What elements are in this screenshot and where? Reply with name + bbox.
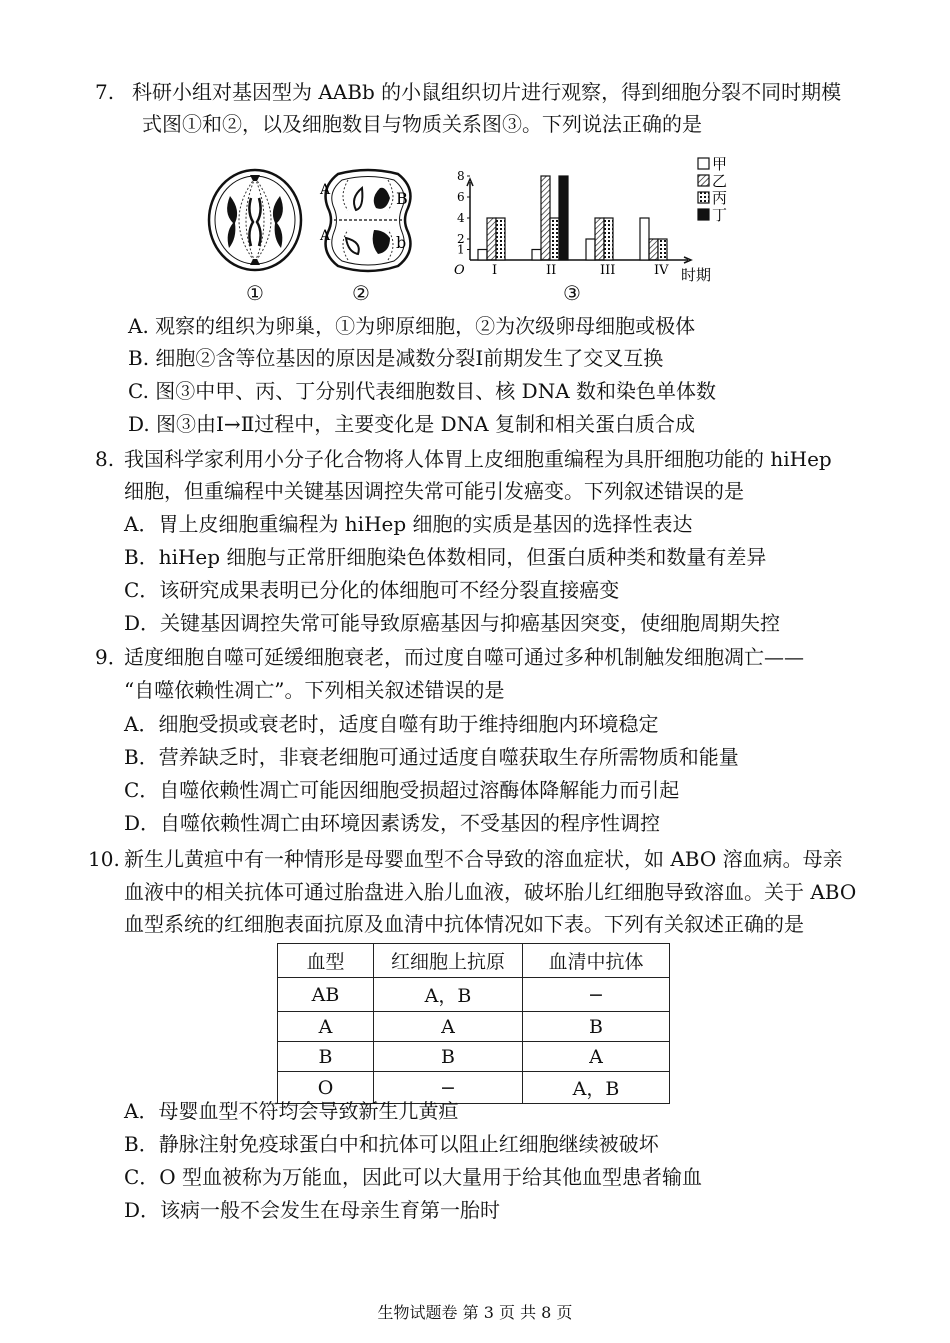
y-tick-label: 2 xyxy=(457,232,465,246)
bar-甲-III xyxy=(586,239,595,260)
figure-2-label: ② xyxy=(352,281,370,305)
q8-number: 8. xyxy=(95,447,115,471)
q10-option-d[interactable]: D．该病一般不会发生在母亲生育第一胎时 xyxy=(124,1198,501,1222)
bar-甲-I xyxy=(478,250,487,261)
table-cell: − xyxy=(374,1072,523,1104)
x-tick-label: IV xyxy=(654,263,669,278)
q9-number: 9． xyxy=(95,645,128,669)
table-row xyxy=(278,1042,670,1072)
q10-number: 10. xyxy=(88,847,120,871)
allele-label-A-top: A xyxy=(320,182,331,198)
y-tick-label: 1 xyxy=(457,242,465,257)
table-header-cell: 血型 xyxy=(278,944,374,978)
q7-option-c[interactable]: C. 图③中甲、丙、丁分别代表细胞数目、核 DNA 数和染色单体数 xyxy=(128,379,716,403)
y-tick-label: 4 xyxy=(457,211,465,225)
legend-label-丙: 丙 xyxy=(712,189,728,207)
q9-option-d[interactable]: D．自噬依赖性凋亡由环境因素诱发，不受基因的程序性调控 xyxy=(124,811,661,835)
q7-option-d[interactable]: D. 图③由Ⅰ→Ⅱ过程中，主要变化是 DNA 复制和相关蛋白质合成 xyxy=(128,412,695,436)
page-footer: 生物试题卷 第 3 页 共 8 页 xyxy=(377,1303,573,1322)
figure-1-cell-diagram xyxy=(205,168,305,278)
q10-stem-line3: 血型系统的红细胞表面抗原及血清中抗体情况如下表。下列有关叙述正确的是 xyxy=(124,912,804,936)
q8-option-a[interactable]: A．胃上皮细胞重编程为 hiHep 细胞的实质是基因的选择性表达 xyxy=(124,512,693,536)
q9-stem-line1: 适度细胞自噬可延缓细胞衰老，而过度自噬可通过多种机制触发细胞凋亡—— xyxy=(124,645,804,669)
q9-option-c[interactable]: C．自噬依赖性凋亡可能因细胞受损超过溶酶体降解能力而引起 xyxy=(124,778,680,802)
allele-label-B: B xyxy=(396,189,408,208)
bar-乙-I xyxy=(487,218,496,260)
q7-stem-line2: 式图①和②，以及细胞数目与物质关系图③。下列说法正确的是 xyxy=(142,112,702,136)
x-tick-label: III xyxy=(600,263,616,278)
table-cell: A xyxy=(523,1042,670,1072)
legend-label-乙: 乙 xyxy=(712,172,728,190)
figure-3-label: ③ xyxy=(563,281,581,305)
legend-swatch-丙 xyxy=(698,192,709,203)
table-cell: B xyxy=(374,1042,523,1072)
legend-swatch-乙 xyxy=(698,175,709,186)
table-header-cell: 血清中抗体 xyxy=(523,944,670,978)
q9-option-a[interactable]: A．细胞受损或衰老时，适度自噬有助于维持细胞内环境稳定 xyxy=(124,712,659,736)
figure-3-bar-chart xyxy=(440,152,740,282)
bar-甲-IV xyxy=(640,218,649,260)
table-cell: A xyxy=(278,1012,374,1042)
q8-stem-line1: 我国科学家利用小分子化合物将人体胃上皮细胞重编程为具肝细胞功能的 hiHep xyxy=(124,447,832,471)
bar-乙-IV xyxy=(649,239,658,260)
allele-label-b: b xyxy=(396,233,407,252)
q8-option-b[interactable]: B．hiHep 细胞与正常肝细胞染色体数相同，但蛋白质种类和数量有差异 xyxy=(124,545,767,569)
q10-option-b[interactable]: B．静脉注射免疫球蛋白中和抗体可以阻止红细胞继续被破坏 xyxy=(124,1132,659,1156)
q8-option-d[interactable]: D．关键基因调控失常可能导致原癌基因与抑癌基因突变，使细胞周期失控 xyxy=(124,611,781,635)
q10-stem-line2: 血液中的相关抗体可通过胎盘进入胎儿血液，破坏胎儿红细胞导致溶血。关于 ABO xyxy=(124,880,857,904)
table-cell: B xyxy=(523,1012,670,1042)
table-row xyxy=(278,1012,670,1042)
x-tick-label: I xyxy=(492,263,498,278)
table-cell: A，B xyxy=(374,978,523,1012)
q8-option-c[interactable]: C．该研究成果表明已分化的体细胞可不经分裂直接癌变 xyxy=(124,578,620,602)
legend-swatch-丁 xyxy=(698,209,709,220)
q7-option-a[interactable]: A. 观察的组织为卵巢，①为卵原细胞，②为次级卵母细胞或极体 xyxy=(128,314,696,338)
y-tick-label: 8 xyxy=(457,169,465,183)
y-tick-label: 6 xyxy=(457,190,465,204)
q7-stem-line1: 科研小组对基因型为 AABb 的小鼠组织切片进行观察，得到细胞分裂不同时期模 xyxy=(132,80,842,104)
origin-label: O xyxy=(454,263,465,278)
q9-stem-line2: “自噬依赖性凋亡”。下列相关叙述错误的是 xyxy=(124,678,505,702)
q10-option-a[interactable]: A．母婴血型不符均会导致新生儿黄疸 xyxy=(124,1099,459,1123)
bar-丙-II xyxy=(550,218,559,260)
table-cell: A，B xyxy=(523,1072,670,1104)
bar-丙-I xyxy=(496,218,505,260)
q8-stem-line2: 细胞，但重编程中关键基因调控失常可能引发癌变。下列叙述错误的是 xyxy=(124,479,744,503)
q10-stem-line1: 新生儿黄疸中有一种情形是母婴血型不合导致的溶血症状，如 ABO 溶血病。母亲 xyxy=(124,847,843,871)
legend-label-甲: 甲 xyxy=(712,155,728,173)
table-header-row xyxy=(278,944,670,978)
q7-number: 7. xyxy=(95,80,115,104)
table-cell: A xyxy=(374,1012,523,1042)
table-cell: − xyxy=(523,978,670,1012)
bar-丁-II xyxy=(559,176,568,260)
figure-2-cell-diagram xyxy=(318,168,418,278)
legend-label-丁: 丁 xyxy=(712,206,728,224)
abo-blood-type-table xyxy=(277,943,670,1104)
table-row xyxy=(278,978,670,1012)
bar-甲-II xyxy=(532,250,541,261)
figure-1-label: ① xyxy=(246,281,264,305)
table-cell: AB xyxy=(278,978,374,1012)
table-cell: O xyxy=(278,1072,374,1104)
legend-swatch-甲 xyxy=(698,158,709,169)
q9-option-b[interactable]: B．营养缺乏时，非衰老细胞可通过适度自噬获取生存所需物质和能量 xyxy=(124,745,739,769)
table-cell: B xyxy=(278,1042,374,1072)
q10-option-c[interactable]: C．O 型血被称为万能血，因此可以大量用于给其他血型患者输血 xyxy=(124,1165,703,1189)
table-header-cell: 红细胞上抗原 xyxy=(374,944,523,978)
x-axis-label: 时期 xyxy=(681,266,712,282)
q7-option-b[interactable]: B. 细胞②含等位基因的原因是减数分裂Ⅰ前期发生了交叉互换 xyxy=(128,346,664,370)
bar-丙-IV xyxy=(658,239,667,260)
bar-乙-III xyxy=(595,218,604,260)
allele-label-A-bottom: A xyxy=(320,228,331,244)
x-tick-label: II xyxy=(546,263,557,278)
bar-乙-II xyxy=(541,176,550,260)
bar-丙-III xyxy=(604,218,613,260)
